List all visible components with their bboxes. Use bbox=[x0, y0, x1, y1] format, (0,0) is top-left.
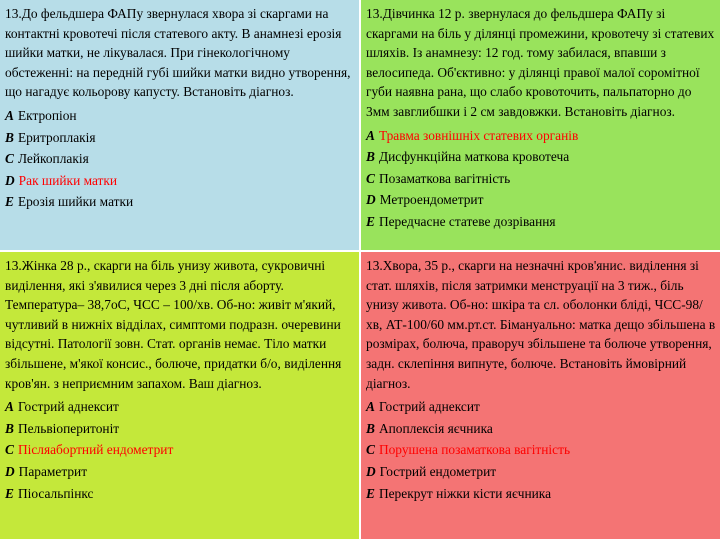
option-letter: A bbox=[5, 399, 14, 415]
question-card-3 bbox=[0, 252, 359, 539]
option-letter: C bbox=[5, 151, 14, 167]
correct-option-text: Післяабортний ендометрит bbox=[17, 442, 174, 458]
horizontal-divider bbox=[0, 250, 720, 252]
option-letter: А bbox=[5, 107, 14, 123]
option-letter: D bbox=[366, 463, 376, 479]
answer-option bbox=[5, 190, 355, 212]
option-letter: A bbox=[366, 127, 375, 143]
option-letter: E bbox=[5, 485, 14, 501]
option-text: Лейкоплакія bbox=[17, 151, 89, 167]
option-letter: E bbox=[366, 213, 375, 229]
option-letter: B bbox=[5, 420, 14, 436]
option-text: Перекрут ніжки кісти яєчника bbox=[378, 485, 552, 501]
question-card-2 bbox=[361, 0, 720, 250]
option-text: Параметрит bbox=[18, 463, 88, 479]
vertical-divider bbox=[359, 0, 361, 539]
answer-option bbox=[366, 124, 716, 146]
answer-option bbox=[366, 417, 716, 439]
answer-option bbox=[5, 482, 355, 504]
answer-option bbox=[366, 395, 716, 417]
option-text: Дисфункційна маткова кровотеча bbox=[378, 149, 570, 165]
correct-option-text: Порушена позаматкова вагітність bbox=[378, 442, 571, 458]
option-letter: D bbox=[366, 192, 376, 208]
option-letter: B bbox=[366, 420, 375, 436]
option-text: Метроендометрит bbox=[379, 192, 484, 208]
option-letter: D bbox=[5, 172, 15, 188]
answer-option bbox=[5, 417, 355, 439]
option-text: Еритроплакія bbox=[17, 129, 96, 145]
question-text: 13.Жінка 28 р., скарги на біль унизу живота, сукровичні виділення, які з'явилися через 3 дні після аборту. Температура– 38,7оС, ЧСС – 100/хв. Об-но: живіт м'який, чутливий в нижніх відділах, симптоми подразн. очеревини відсутні. Патології зовн. Стат. органів немає. Тіло матки збільшене, м'якої консис., болюче, придатки б/о, виділення кров'ян. з неприємним запахом. Ваш діагноз. bbox=[5, 258, 342, 391]
question-card-1 bbox=[0, 0, 359, 250]
question-card-4 bbox=[361, 252, 720, 539]
answer-option bbox=[366, 145, 716, 167]
option-text: Ектропіон bbox=[17, 107, 77, 123]
option-text: Гострий аднексит bbox=[378, 399, 480, 415]
option-text: Апоплексія яєчника bbox=[378, 420, 493, 436]
answer-option bbox=[5, 147, 355, 169]
answer-option bbox=[366, 210, 716, 232]
option-letter: А bbox=[366, 399, 375, 415]
option-letter: C bbox=[5, 442, 14, 458]
answer-option bbox=[366, 167, 716, 189]
option-text: Передчасне статеве дозрівання bbox=[378, 213, 556, 229]
option-letter: E bbox=[5, 194, 14, 210]
option-letter: E bbox=[366, 485, 375, 501]
option-letter: B bbox=[366, 149, 375, 165]
option-text: Гострий ендометрит bbox=[379, 463, 497, 479]
option-text: Позаматкова вагітність bbox=[378, 170, 511, 186]
answer-option bbox=[366, 188, 716, 210]
answer-option bbox=[5, 460, 355, 482]
answer-option bbox=[366, 460, 716, 482]
answer-option bbox=[366, 438, 716, 460]
correct-option-text: Травма зовнішніх статевих органів bbox=[378, 127, 579, 143]
option-letter: C bbox=[366, 442, 375, 458]
question-text: 13.До фельдшера ФАПу звернулася хвора зі скаргами на контактні кровотечі після статевого акту. В анамнезі ерозія шийки матки, не лікувалася. При гінекологічному обстеженні: на передній губі шийки матки видно утворення, що нагадує кольорову капусту. Встановіть діагноз. bbox=[5, 6, 351, 100]
answer-option bbox=[5, 104, 355, 126]
option-text: Пельвіоперитоніт bbox=[17, 420, 120, 436]
option-text: Піосальпінкс bbox=[17, 485, 94, 501]
option-text: Гострий аднексит bbox=[17, 399, 119, 415]
question-text: 13.Дівчинка 12 р. звернулася до фельдшера ФАПу зі скаргами на біль у ділянці промежини, кровотечу зі статевих шляхів. Із анамнезу: 12 год. тому забилася, впавши з велосипеда. Об'єктивно: у ділянці правої малої соромітної губи наявна рана, що слабо кровоточить, пальпаторно до 3мм завглибшки і 2 см завдовжки. Встановіть діагноз. bbox=[366, 6, 715, 119]
answer-option bbox=[5, 169, 355, 191]
answer-option bbox=[366, 482, 716, 504]
answer-option bbox=[5, 438, 355, 460]
question-text: 13.Хвора, 35 р., скарги на незначні кров'янис. виділення зі стат. шляхів, після затримки менструації на 3 тиж., біль унизу живота. Об-но: шкіра та сл. оболонки бліді, ЧСС-98/хв, АТ-100/60 мм.рт.ст. Бімануально: матка дещо збільшена в розмірах, болюча, праворуч збільшене та болюче утворення, задн. склепіння випнуте, болюче. Встановіть ймовірний діагноз. bbox=[366, 258, 716, 391]
option-text: Ерозія шийки матки bbox=[17, 194, 134, 210]
answer-option bbox=[5, 395, 355, 417]
answer-option bbox=[5, 126, 355, 148]
option-letter: C bbox=[366, 170, 375, 186]
option-letter: B bbox=[5, 129, 14, 145]
correct-option-text: Рак шийки матки bbox=[18, 172, 118, 188]
option-letter: D bbox=[5, 463, 15, 479]
